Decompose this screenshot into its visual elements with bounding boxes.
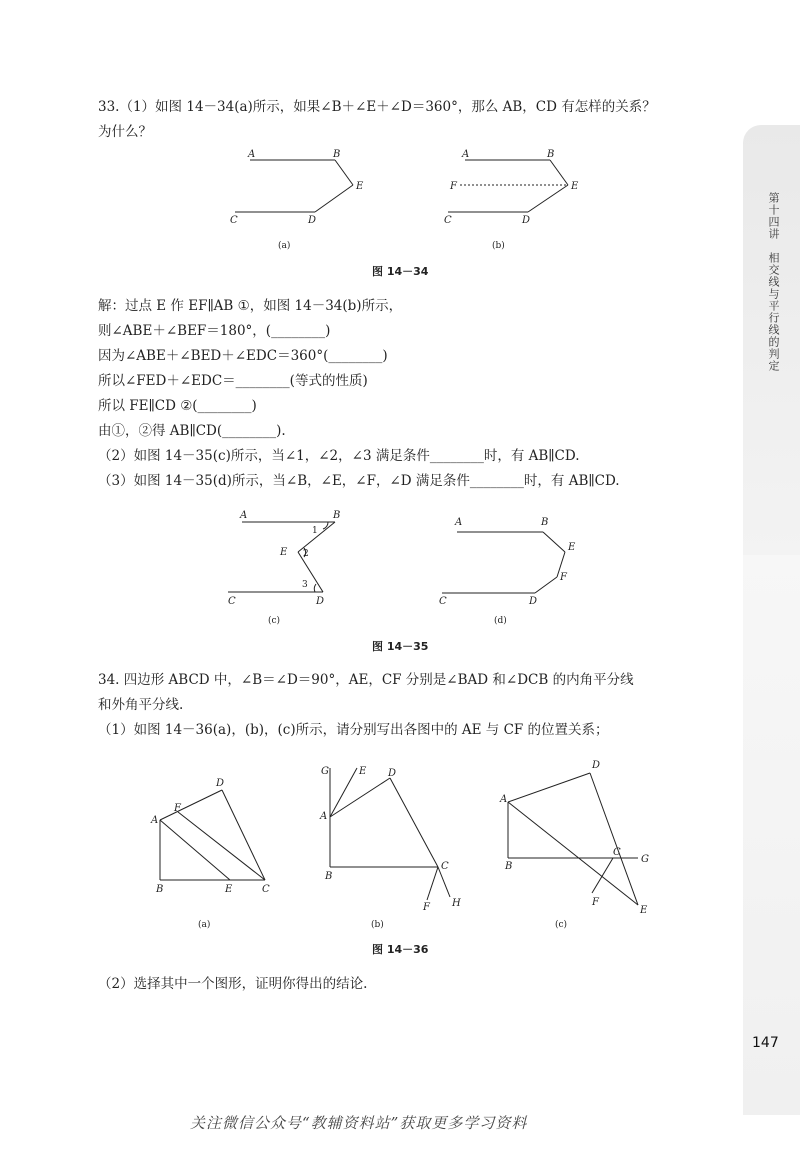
- figure-14-34-caption: 图 14－34: [372, 265, 429, 278]
- segment-be: [543, 532, 565, 552]
- q33-solution-line2: 则∠ABE＋∠BEF＝180°，(________): [98, 323, 331, 339]
- chapter-number: 第十四讲: [767, 192, 780, 240]
- segment-cd: [390, 778, 438, 867]
- label-c: C: [228, 596, 236, 607]
- sub-caption-b: (b): [371, 920, 384, 930]
- label-b: B: [547, 149, 555, 160]
- segment-ae: [160, 820, 230, 880]
- q33-part2: （2）如图 14－35(c)所示，当∠1，∠2，∠3 满足条件________时，有 AB∥CD.: [98, 448, 580, 464]
- label-b: B: [325, 871, 333, 882]
- label-a: A: [151, 815, 159, 826]
- figure-14-36a: [150, 770, 280, 935]
- label-e: E: [640, 905, 648, 916]
- label-d: D: [388, 768, 397, 779]
- q34-line1: 34. 四边形 ABCD 中，∠B＝∠D＝90°，AE，CF 分别是∠BAD 和∠DCB 的内角平分线: [98, 672, 634, 688]
- angle-3-label: 3: [302, 580, 308, 590]
- label-h: H: [452, 898, 461, 909]
- label-d: D: [316, 596, 325, 607]
- segment-da: [160, 790, 222, 820]
- label-b: B: [333, 149, 341, 160]
- figure-14-36c: [495, 755, 660, 935]
- label-d: D: [522, 215, 531, 226]
- segment-be: [335, 160, 353, 185]
- chapter-side-title: [762, 192, 780, 372]
- figure-14-34b: [440, 145, 590, 255]
- angle-2-label: 2: [303, 549, 309, 559]
- label-g: G: [321, 766, 329, 777]
- q34-line2: 和外角平分线.: [98, 697, 184, 713]
- label-f: F: [592, 897, 599, 908]
- segment-da: [330, 778, 390, 817]
- label-f: F: [450, 181, 457, 192]
- label-c: C: [262, 884, 270, 895]
- angle-3-arc: [314, 584, 316, 592]
- figure-14-35d: [430, 505, 590, 630]
- label-d: D: [529, 596, 538, 607]
- figure-14-36b: [315, 760, 465, 935]
- q33-line1: 33.（1）如图 14－34(a)所示，如果∠B＋∠E＋∠D＝360°，那么 AB，CD 有怎样的关系？: [98, 99, 656, 115]
- segment-cd: [222, 790, 265, 880]
- label-e: E: [571, 181, 579, 192]
- side-strip: [743, 555, 800, 1115]
- chapter-name: 相交线与平行线的判定: [767, 252, 780, 372]
- label-c: C: [439, 596, 447, 607]
- label-e: E: [359, 766, 367, 777]
- q33-line2: 为什么？: [98, 124, 152, 140]
- figure-14-36-caption: 图 14－36: [372, 943, 429, 956]
- label-e: E: [225, 884, 233, 895]
- segment-ed: [528, 185, 568, 212]
- q34-part1: （1）如图 14－36(a)，(b)，(c)所示，请分别写出各图中的 AE 与 CF 的位置关系；: [98, 722, 609, 738]
- label-c: C: [613, 847, 621, 858]
- segment-cf: [427, 867, 438, 900]
- segment-ae: [330, 768, 357, 817]
- sub-caption-b: (b): [492, 241, 505, 251]
- label-d: D: [592, 760, 601, 771]
- label-a: A: [240, 510, 248, 521]
- segment-ed: [315, 185, 353, 212]
- label-b: B: [333, 510, 341, 521]
- figure-14-35c: [220, 505, 360, 630]
- sub-caption-c: (c): [555, 920, 568, 930]
- segment-cf: [592, 858, 613, 893]
- label-f: F: [560, 572, 567, 583]
- sub-caption-c: (c): [268, 616, 281, 626]
- segment-be: [550, 160, 568, 185]
- label-a: A: [455, 517, 463, 528]
- label-b: B: [541, 517, 549, 528]
- q33-solution-line6: 由①，②得 AB∥CD(________).: [98, 423, 286, 439]
- segment-fd: [535, 577, 557, 593]
- label-f: F: [423, 902, 430, 913]
- q33-solution-line4: 所以∠FED＋∠EDC＝________(等式的性质): [98, 373, 368, 389]
- angle-1-label: 1: [312, 526, 318, 536]
- label-e: E: [568, 542, 576, 553]
- label-d: D: [308, 215, 317, 226]
- label-a: A: [248, 149, 256, 160]
- sub-caption-a: (a): [198, 920, 211, 930]
- label-b: B: [156, 884, 164, 895]
- label-a: A: [462, 149, 470, 160]
- label-c: C: [441, 861, 449, 872]
- q33-solution-line1: 解：过点 E 作 EF∥AB ①，如图 14－34(b)所示，: [98, 298, 403, 314]
- label-a: A: [320, 811, 328, 822]
- label-e: E: [280, 547, 288, 558]
- q33-solution-line5: 所以 FE∥CD ②(________): [98, 398, 257, 414]
- figure-14-35-caption: 图 14－35: [372, 640, 429, 653]
- segment-ad: [508, 773, 590, 802]
- q34-part2: （2）选择其中一个图形，证明你得出的结论.: [98, 976, 368, 992]
- page-number: 147: [752, 1035, 779, 1051]
- q33-part3: （3）如图 14－35(d)所示，当∠B，∠E，∠F，∠D 满足条件________时，有 AB∥CD.: [98, 473, 620, 489]
- label-g: G: [641, 854, 649, 865]
- sub-caption-a: (a): [278, 241, 291, 251]
- label-e: E: [356, 181, 364, 192]
- footer-note: 关注微信公众号“教辅资料站”获取更多学习资料: [190, 1114, 528, 1132]
- label-a: A: [500, 794, 508, 805]
- label-c: C: [444, 215, 452, 226]
- sub-caption-d: (d): [494, 616, 507, 626]
- label-c: C: [230, 215, 238, 226]
- label-b: B: [505, 861, 513, 872]
- label-d: D: [216, 778, 225, 789]
- label-f: F: [174, 803, 181, 814]
- q33-solution-line3: 因为∠ABE＋∠BED＋∠EDC＝360°(________): [98, 348, 388, 364]
- figure-14-34a: [220, 145, 370, 255]
